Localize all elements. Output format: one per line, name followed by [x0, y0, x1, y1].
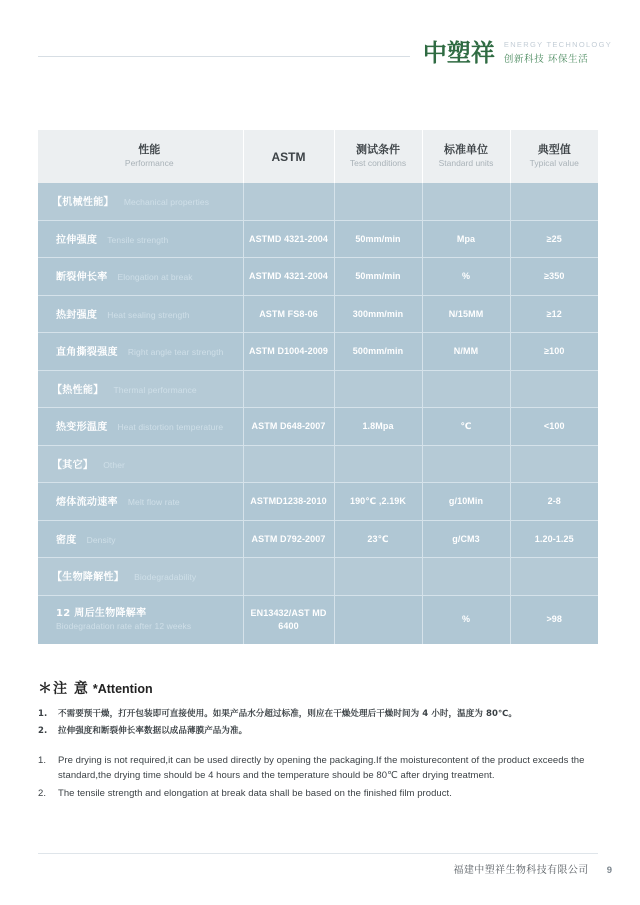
cell-conditions: [334, 370, 422, 408]
column-header-standard-units-cn: 标准单位: [444, 143, 488, 157]
column-header-performance: [38, 130, 243, 183]
cell-typical: [510, 558, 598, 596]
cell-typical: ≥350: [510, 258, 598, 296]
row-name-en: Mechanical properties: [123, 197, 210, 208]
column-header-test-conditions-cn: 测试条件: [356, 143, 400, 157]
cell-astm: ASTMD 4321-2004: [243, 220, 334, 258]
row-name-cn: 【热性能】: [52, 384, 104, 396]
cell-astm: ASTMD1238-2010: [243, 483, 334, 521]
note-item: [38, 725, 598, 739]
cell-astm: [243, 558, 334, 596]
column-header-astm: [243, 130, 334, 183]
cell-conditions: 190℃ ,2.19K: [334, 483, 422, 521]
cell-conditions: 300mm/min: [334, 295, 422, 333]
attention-heading-en: *Attention: [92, 682, 153, 696]
cell-units: [422, 370, 510, 408]
cell-units: N/15MM: [422, 295, 510, 333]
row-name-cn: 密度: [56, 534, 77, 546]
page-header: [0, 0, 640, 92]
cell-typical: 1.20-1.25: [510, 520, 598, 558]
cell-astm: ASTM FS8-06: [243, 295, 334, 333]
table-row: [38, 295, 598, 333]
cell-units: [422, 183, 510, 220]
table-row: [38, 595, 598, 644]
cell-typical: ≥100: [510, 333, 598, 371]
row-name-en: Tensile strength: [107, 234, 169, 245]
cell-typical: [510, 445, 598, 483]
table-row: [38, 408, 598, 446]
row-name-cn: 直角撕裂强度: [56, 347, 118, 359]
row-name-en: Elongation at break: [117, 272, 193, 283]
brand-logo: [423, 38, 612, 67]
cell-astm: [243, 445, 334, 483]
note-number: 2.: [38, 787, 47, 799]
column-header-test-conditions: [334, 130, 422, 183]
row-name-cn: 断裂伸长率: [56, 272, 108, 284]
row-name-en: Melt flow rate: [127, 497, 180, 508]
attention-heading-cn: ＊注 意: [38, 681, 89, 697]
cell-performance: [38, 445, 243, 483]
cell-performance: [38, 183, 243, 220]
brand-mark-text: 中塑祥: [422, 39, 495, 67]
cell-conditions: [334, 445, 422, 483]
table-row: [38, 220, 598, 258]
attention-notes-cn: [38, 708, 598, 738]
column-header-test-conditions-en: Test conditions: [349, 158, 407, 169]
attention-notes-en: [38, 754, 598, 801]
row-name-en: Heat distortion temperature: [117, 422, 224, 433]
row-name-cn: 【机械性能】: [52, 197, 114, 209]
column-header-standard-units-en: Standard units: [438, 158, 494, 169]
cell-units: N/MM: [422, 333, 510, 371]
column-header-typical-value: [510, 130, 598, 183]
row-name-en: Biodegradability: [134, 572, 197, 583]
row-name-en: Biodegradation rate after 12 weeks: [56, 620, 192, 631]
cell-units: %: [422, 595, 510, 644]
cell-typical: [510, 370, 598, 408]
row-name-cn: 热封强度: [56, 309, 98, 321]
table-row: [38, 183, 598, 220]
cell-units: Mpa: [422, 220, 510, 258]
column-header-performance-en: Performance: [124, 158, 174, 169]
row-name-en: Heat sealing strength: [107, 309, 190, 320]
column-header-typical-value-cn: 典型值: [537, 143, 571, 157]
table-row: [38, 520, 598, 558]
cell-typical: >98: [510, 595, 598, 644]
brand-taglines: [504, 38, 612, 67]
row-name-en: Density: [86, 534, 116, 545]
note-number: 1.: [38, 709, 48, 719]
cell-performance: [38, 408, 243, 446]
column-header-performance-cn: 性能: [138, 143, 161, 157]
cell-units: %: [422, 258, 510, 296]
cell-performance: [38, 558, 243, 596]
cell-performance: [38, 520, 243, 558]
attention-heading: [38, 678, 598, 698]
cell-astm: ASTM D1004-2009: [243, 333, 334, 371]
cell-performance: [38, 258, 243, 296]
page-footer: [0, 845, 640, 905]
cell-astm: EN13432/AST MD 6400: [243, 595, 334, 644]
table-header-row: [38, 130, 598, 183]
header-divider: [38, 56, 410, 57]
row-name-cn: 热变形温度: [56, 422, 108, 434]
cell-conditions: 50mm/min: [334, 220, 422, 258]
row-name-cn: 【生物降解性】: [52, 572, 125, 584]
column-header-astm-label: ASTM: [271, 149, 306, 164]
row-name-en: Right angle tear strength: [127, 347, 224, 358]
specification-table: [38, 130, 598, 644]
cell-astm: [243, 183, 334, 220]
cell-conditions: [334, 183, 422, 220]
table-row: [38, 333, 598, 371]
cell-astm: [243, 370, 334, 408]
cell-performance: [38, 370, 243, 408]
cell-performance: [38, 333, 243, 371]
footer-divider: [38, 853, 598, 854]
row-name-en: Thermal performance: [113, 384, 197, 395]
note-number: 1.: [38, 755, 47, 767]
note-text: 拉伸强度和断裂伸长率数据以成品薄膜产品为准。: [58, 725, 248, 736]
cell-performance: [38, 220, 243, 258]
note-item: [38, 754, 598, 783]
note-text: Pre drying is not required,it can be used directly by opening the packaging.If the moisturecontent of the product exceeds the standard,the drying time should be 4 hours and the temperature should be 80℃ after drying treatment.: [58, 755, 585, 781]
cell-astm: ASTMD 4321-2004: [243, 258, 334, 296]
brand-tagline-en: ENERGY TECHNOLOGY: [503, 40, 612, 49]
cell-units: g/CM3: [422, 520, 510, 558]
cell-performance: [38, 595, 243, 644]
cell-units: [422, 558, 510, 596]
cell-conditions: 1.8Mpa: [334, 408, 422, 446]
attention-section: [38, 678, 598, 804]
brand-tagline-cn: 创新科技 环保生活: [503, 53, 589, 65]
cell-astm: ASTM D648-2007: [243, 408, 334, 446]
cell-units: [422, 445, 510, 483]
column-header-typical-value-en: Typical value: [529, 158, 579, 169]
row-name-cn: 熔体流动速率: [56, 497, 118, 509]
table-row: [38, 445, 598, 483]
cell-astm: ASTM D792-2007: [243, 520, 334, 558]
row-name-cn: 拉伸强度: [56, 234, 98, 246]
cell-conditions: [334, 558, 422, 596]
note-text: The tensile strength and elongation at break data shall be based on the finished film product.: [58, 787, 452, 799]
cell-conditions: [334, 595, 422, 644]
footer-company-name: 福建中塑祥生物科技有限公司: [453, 865, 589, 876]
row-name-en: Other: [103, 459, 125, 470]
cell-conditions: 50mm/min: [334, 258, 422, 296]
cell-performance: [38, 483, 243, 521]
cell-conditions: 23℃: [334, 520, 422, 558]
cell-typical: ≥12: [510, 295, 598, 333]
note-number: 2.: [38, 725, 48, 736]
table-row: [38, 483, 598, 521]
column-header-standard-units: [422, 130, 510, 183]
row-name-cn: 【其它】: [52, 459, 94, 471]
table-row: [38, 258, 598, 296]
note-text: 不需要预干燥，打开包装即可直接使用。如果产品水分超过标准，则应在干燥处理后干燥时间为 4 小时，温度为 80℃。: [58, 709, 518, 719]
footer-content: [454, 861, 613, 876]
cell-units: ℃: [422, 408, 510, 446]
row-name-cn: 12 周后生物降解率: [56, 608, 147, 620]
cell-typical: [510, 183, 598, 220]
table-row: [38, 558, 598, 596]
note-item: [38, 708, 598, 722]
cell-performance: [38, 295, 243, 333]
cell-typical: 2-8: [510, 483, 598, 521]
cell-units: g/10Min: [422, 483, 510, 521]
cell-typical: <100: [510, 408, 598, 446]
note-item: [38, 787, 598, 802]
cell-conditions: 500mm/min: [334, 333, 422, 371]
cell-typical: ≥25: [510, 220, 598, 258]
footer-page-number: 9: [606, 865, 612, 876]
table-body: [38, 183, 598, 644]
table-row: [38, 370, 598, 408]
